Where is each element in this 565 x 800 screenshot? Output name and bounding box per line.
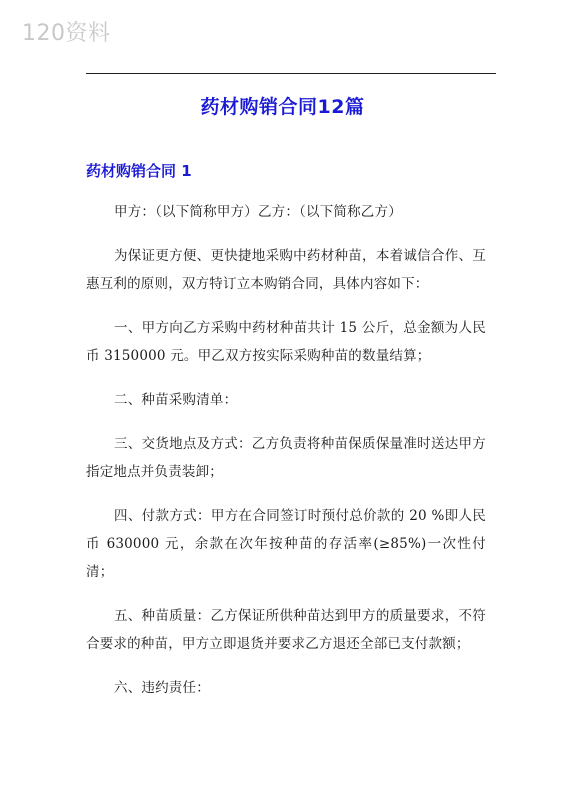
paragraph-clause-3: 三、交货地点及方式：乙方负责将种苗保质保量准时送达甲方指定地点并负责装卸； bbox=[86, 436, 486, 480]
header-divider bbox=[86, 73, 496, 74]
paragraph-clause-6: 六、违约责任： bbox=[114, 680, 210, 696]
document-title: 药材购销合同12篇 bbox=[200, 96, 365, 118]
paragraph-clause-1: 一、甲方向乙方采购中药材种苗共计 15 公斤，总金额为人民币 3150000 元。甲乙双方按实际采购种苗的数量结算； bbox=[86, 320, 486, 364]
contract-body bbox=[86, 198, 486, 718]
paragraph-clause-5: 五、种苗质量：乙方保证所供种苗达到甲方的质量要求，不符合要求的种苗，甲方立即退货并要求乙方退还全部已支付款额； bbox=[86, 608, 486, 652]
watermark-logo: 120资料 bbox=[22, 21, 111, 46]
section-heading: 药材购销合同 1 bbox=[86, 162, 192, 180]
paragraph-clause-4: 四、付款方式：甲方在合同签订时预付总价款的 20 %即人民币 630000 元，余款在次年按种苗的存活率(≥85%)一次性付清； bbox=[86, 508, 486, 580]
paragraph-clause-2: 二、种苗采购清单： bbox=[114, 392, 238, 408]
paragraph-parties: 甲方：（以下简称甲方）乙方：（以下简称乙方） bbox=[114, 204, 402, 220]
paragraph-intro: 为保证更方便、更快捷地采购中药材种苗，本着诚信合作、互惠互利的原则，双方特订立本购销合同，具体内容如下： bbox=[86, 248, 486, 292]
